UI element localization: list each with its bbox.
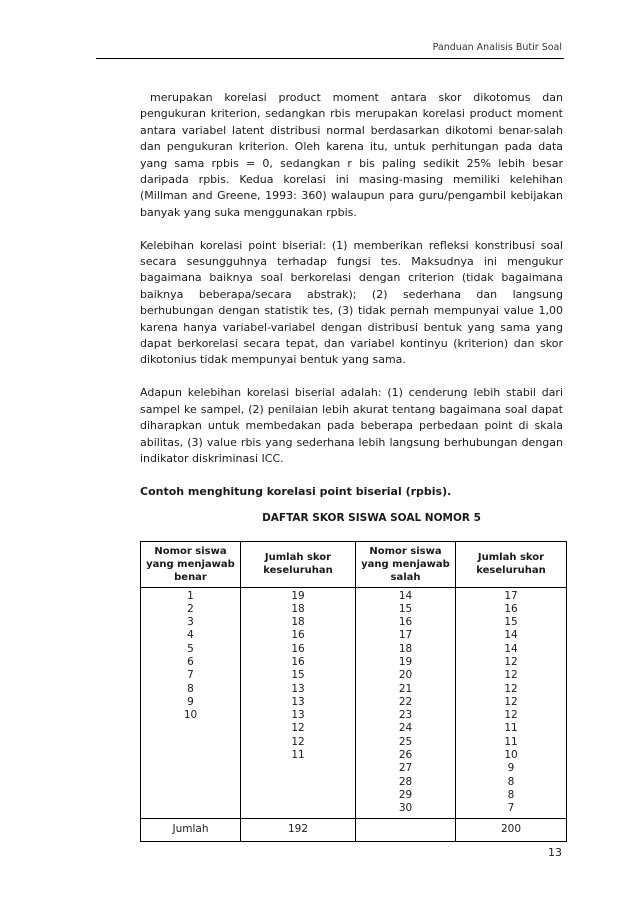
table-cell: 2 <box>187 602 194 615</box>
table-cell: 6 <box>187 656 194 668</box>
total-wrong: 200 <box>456 818 567 841</box>
table-cell: 17 <box>398 629 413 642</box>
table-cell: 12 <box>504 695 518 708</box>
table-cell: 8 <box>507 775 515 788</box>
table-header-row <box>141 541 567 587</box>
total-wrong-ids <box>356 818 456 841</box>
table-cell: 11 <box>504 722 518 735</box>
column-correct-ids <box>141 587 241 818</box>
table-cell: 8 <box>507 788 515 801</box>
example-heading: Contoh menghitung korelasi point biserial (rpbis). <box>140 484 452 498</box>
table-cell: 17 <box>504 589 518 602</box>
header-wrong-ids: Nomor siswa yang menjawab salah <box>356 541 456 587</box>
header-correct-scores: Jumlah skor keseluruhan <box>241 541 356 587</box>
table-cell: 14 <box>504 642 518 655</box>
paragraph-3: Adapun kelebihan korelasi biserial adalah: (1) cenderung lebih stabil dari sampel ke sampel, (2) penilaian lebih akurat tentang bagaimana soal dapat diharapkan untuk membedakan pada beberapa perbedaan point di skala abilitas, (3) value rbis yang sederhana lebih langsung berhubungan dengan indikator diskriminasi ICC. <box>140 386 563 465</box>
table-cell: 14 <box>504 629 518 642</box>
table-cell: 12 <box>291 735 305 748</box>
table-cell: 1 <box>187 589 194 602</box>
header-correct-ids: Nomor siswa yang menjawab benar <box>141 541 241 587</box>
table-cell: 18 <box>398 642 413 655</box>
table-cell: 11 <box>291 749 305 762</box>
table-cell: 11 <box>504 735 518 748</box>
table-cell: 16 <box>291 642 305 655</box>
table-cell: 26 <box>398 749 413 762</box>
table-cell: 8 <box>187 682 194 695</box>
table-cell: 22 <box>398 695 413 708</box>
page-number: 13 <box>548 846 562 859</box>
table-cell: 12 <box>504 682 518 695</box>
table-cell: 4 <box>187 629 194 642</box>
table-cell: 16 <box>291 629 305 642</box>
table-cell: 7 <box>187 669 194 682</box>
column-wrong-scores <box>456 587 567 818</box>
table-cell: 15 <box>398 602 413 615</box>
table-total-row <box>141 818 567 841</box>
running-header: Panduan Analisis Butir Soal <box>432 42 562 53</box>
table-cell: 18 <box>291 616 305 629</box>
table-title: DAFTAR SKOR SISWA SOAL NOMOR 5 <box>262 512 481 525</box>
table-cell: 13 <box>291 682 305 695</box>
paragraph-2: Kelebihan korelasi point biserial: (1) memberikan refleksi konstribusi soal secara sesungguhnya terhadap fungsi tes. Maksudnya ini mengukur bagaimana baiknya soal berkorelasi dengan criterion (tidak bagaimana baiknya beberapa/secara abstrak); (2) sederhana dan langsung berhubungan dengan statistik tes, (3) tidak pernah mempunyai value 1,00 karena hanya variabel-variabel dengan distribusi bentuk yang sama yang dapat berkorelasi secara tepat, dan variabel kontinyu (kriterion) dan skor dikotonius tidak mempunyai bentuk yang sama. <box>140 238 563 367</box>
table-cell: 9 <box>507 762 515 775</box>
table-cell: 13 <box>291 695 305 708</box>
table-cell: 18 <box>291 602 305 615</box>
table-cell: 10 <box>504 749 518 762</box>
table-cell: 16 <box>291 656 305 668</box>
table-cell: 3 <box>187 616 194 629</box>
table-cell: 13 <box>291 709 305 722</box>
table-cell: 15 <box>504 616 518 629</box>
table-cell: 21 <box>398 682 413 695</box>
table-cell: 14 <box>398 589 413 602</box>
table-cell: 12 <box>291 722 305 735</box>
table-cell: 20 <box>398 669 413 682</box>
table-cell: 30 <box>398 802 413 815</box>
score-table <box>140 541 567 842</box>
table-cell: 29 <box>398 788 413 801</box>
table-cell: 24 <box>398 722 413 735</box>
table-cell: 9 <box>187 695 194 708</box>
column-correct-scores <box>241 587 356 818</box>
table-cell: 7 <box>507 802 515 815</box>
table-cell: 12 <box>504 669 518 682</box>
header-rule <box>96 58 564 59</box>
table-cell: 12 <box>504 656 518 668</box>
table-cell: 16 <box>398 616 413 629</box>
paragraph-1: merupakan korelasi product moment antara skor dikotomus dan pengukuran kriterion, sedangkan rbis merupakan korelasi product moment antara variabel latent distribusi normal berdasarkan dikotomi benar-salah dan pengukuran kriterion. Oleh karena itu, untuk perhitungan pada data yang sama rpbis = 0, sedangkan r bis paling sedikit 25% lebih besar daripada rpbis. Kedua korelasi ini masing-masing memiliki kelehihan (Millman and Greene, 1993: 360) walaupun para guru/pengambil kebijakan banyak yang suka menggunakan rpbis. <box>140 91 563 219</box>
table-cell: 27 <box>398 762 413 775</box>
body-text <box>140 90 563 842</box>
table-cell: 19 <box>291 589 305 602</box>
column-wrong-ids <box>356 587 456 818</box>
total-label: Jumlah <box>141 818 241 841</box>
total-correct: 192 <box>241 818 356 841</box>
table-cell: 19 <box>398 656 413 668</box>
table-data-row <box>141 587 567 818</box>
table-cell: 23 <box>398 709 413 722</box>
table-cell: 12 <box>504 709 518 722</box>
table-cell: 28 <box>398 775 413 788</box>
table-cell: 10 <box>183 709 198 722</box>
table-cell: 25 <box>398 735 413 748</box>
header-wrong-scores: Jumlah skor keseluruhan <box>456 541 567 587</box>
table-cell: 5 <box>187 642 194 655</box>
table-cell: 15 <box>291 669 305 682</box>
table-cell: 16 <box>504 602 518 615</box>
